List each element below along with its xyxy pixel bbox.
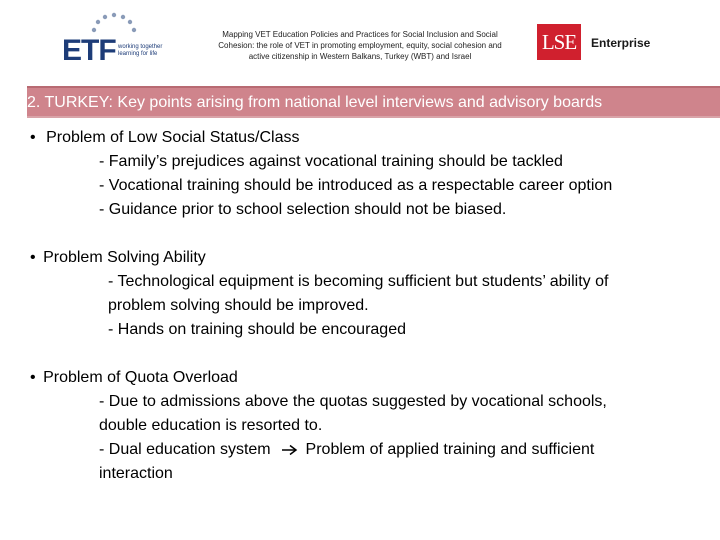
bullet-dot: •	[30, 129, 36, 146]
bullet-heading-quota-overload	[30, 366, 238, 390]
bullet-subline: - Due to admissions above the quotas suggested by vocational schools,	[99, 393, 607, 410]
bullet-heading-problem-solving	[30, 246, 206, 270]
bullet-subline: - Vocational training should be introduced as a respectable career option	[99, 177, 613, 194]
bullet-subline: interaction	[99, 465, 173, 482]
etf-logo	[62, 12, 172, 68]
bullet-subline: - Hands on training should be encouraged	[108, 321, 406, 338]
header-subtitle-line: Cohesion: the role of VET in promoting employment, equity, social cohesion and	[218, 41, 502, 50]
arrow-result-text: Problem of applied training and sufficient	[305, 441, 595, 458]
lse-logo-box: LSE	[537, 24, 581, 60]
section-heading: Problem of Low Social Status/Class	[46, 129, 300, 146]
star-ring-icon	[86, 12, 146, 36]
section-heading: Problem Solving Ability	[43, 249, 206, 266]
lse-enterprise-label: Enterprise	[591, 36, 651, 50]
banner-title: 2. TURKEY: Key points arising from national level interviews and advisory boards	[27, 94, 603, 111]
bullet-subline: - Guidance prior to school selection should not be biased.	[99, 201, 507, 218]
etf-logo-text: ETF	[62, 34, 116, 67]
slide-header	[0, 0, 720, 82]
etf-tagline: working together learning for life	[118, 44, 163, 57]
dual-education-text: - Dual education system	[99, 441, 271, 458]
bullet-subline: problem solving should be improved.	[108, 297, 369, 314]
section-heading: Problem of Quota Overload	[43, 369, 238, 386]
bullet-dot: •	[30, 369, 36, 386]
bullet-subline-dual-education	[99, 438, 594, 462]
bullet-subline: - Technological equipment is becoming sufficient but students’ ability of	[108, 273, 609, 290]
header-subtitle	[190, 29, 530, 62]
section-banner	[27, 86, 720, 118]
arrow-right-icon	[281, 444, 299, 456]
bullet-subline: - Family’s prejudices against vocational training should be tackled	[99, 153, 563, 170]
bullet-heading-low-social-status	[30, 126, 300, 150]
bullet-dot: •	[30, 249, 36, 266]
header-subtitle-line: Mapping VET Education Policies and Practices for Social Inclusion and Social	[222, 30, 498, 39]
header-subtitle-line: active citizenship in Western Balkans, Turkey (WBT) and Israel	[248, 52, 472, 61]
bullet-subline: double education is resorted to.	[99, 417, 323, 434]
